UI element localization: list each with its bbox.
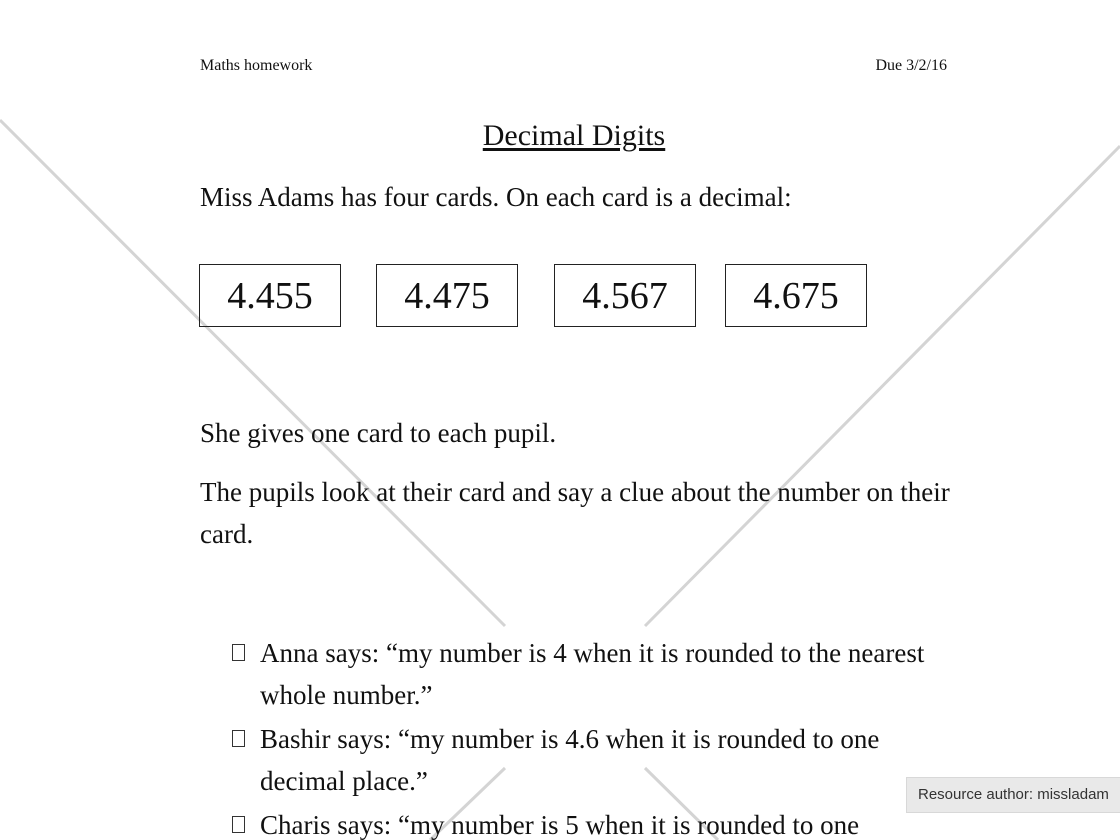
list-item <box>232 632 932 716</box>
decimal-card-1: 4.455 <box>199 264 341 327</box>
checkbox-icon <box>232 730 245 747</box>
list-item <box>232 804 932 840</box>
header-subject: Maths homework <box>200 57 313 74</box>
decimal-card-4: 4.675 <box>725 264 867 327</box>
clue-text: Bashir says: “my number is 4.6 when it is rounded to one decimal place.” <box>260 724 880 796</box>
decimal-card-2: 4.475 <box>376 264 518 327</box>
clue-text: Anna says: “my number is 4 when it is rounded to the nearest whole number.” <box>260 638 925 710</box>
clue-instructions-text: The pupils look at their card and say a clue about the number on their card. <box>200 477 950 549</box>
checkbox-icon <box>232 816 245 833</box>
header-due-date: Due 3/2/16 <box>875 57 947 74</box>
checkbox-icon <box>232 644 245 661</box>
decimal-card-3: 4.567 <box>554 264 696 327</box>
clue-text: Charis says: “my number is 5 when it is rounded to one <box>260 810 860 840</box>
intro-text: Miss Adams has four cards. On each card is a decimal: <box>200 182 792 212</box>
list-item <box>232 718 932 802</box>
resource-author-tag: Resource author: missladam <box>906 777 1120 813</box>
pupils-intro-text: She gives one card to each pupil. <box>200 418 557 448</box>
page-title: Decimal Digits <box>482 119 666 152</box>
